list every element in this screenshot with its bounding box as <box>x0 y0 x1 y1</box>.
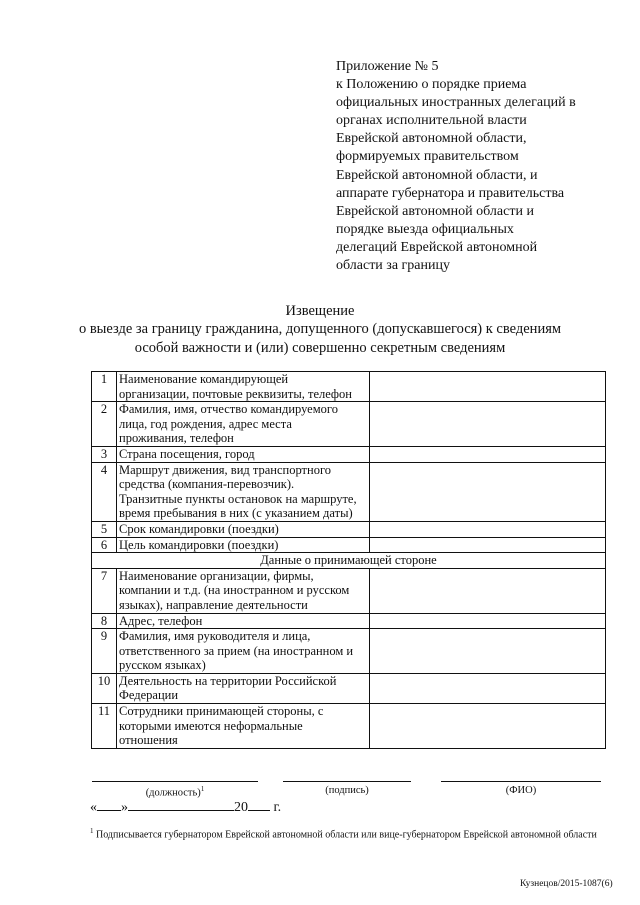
row-answer-field[interactable] <box>370 613 606 629</box>
document-title: Извещение <box>285 303 355 319</box>
appendix-line: к Положению о порядке приема <box>336 77 527 93</box>
footnote-mark: 1 <box>200 785 205 793</box>
row-label <box>117 446 370 462</box>
row-label-line: отношения <box>119 733 178 748</box>
document-reference: Кузнецов/2015-1087(6) <box>520 879 613 889</box>
row-number: 6 <box>92 537 117 553</box>
row-number: 9 <box>92 629 117 674</box>
footnote-text: Подписывается губернатором Еврейской автономной области или вице-губернатором Еврейской автономной области <box>96 829 597 841</box>
row-answer-field[interactable] <box>370 462 606 521</box>
row-label-line: организации, почтовые реквизиты, телефон <box>119 386 352 401</box>
table-row <box>92 673 606 703</box>
row-label-line: которыми имеются неформальные <box>119 718 303 733</box>
row-label-line: русском языках) <box>119 658 206 673</box>
row-label <box>117 568 370 613</box>
row-label-line: Наименование командирующей <box>119 372 289 386</box>
row-answer-field[interactable] <box>370 402 606 447</box>
position-caption: (должность)$^1$ <box>145 785 205 799</box>
table-row <box>92 462 606 521</box>
row-answer-field[interactable] <box>370 521 606 537</box>
close-quote: » <box>121 800 128 815</box>
row-label-line: время пребывания в них (с указанием даты) <box>119 506 353 521</box>
appendix-line: аппарате губернатора и правительства <box>336 185 565 201</box>
signature-line <box>283 781 411 782</box>
row-answer-field[interactable] <box>370 372 606 402</box>
row-label-line: Фамилия, имя, отчество командируемого <box>119 402 338 417</box>
row-number: 5 <box>92 521 117 537</box>
row-label-line: Адрес, телефон <box>119 613 203 628</box>
table-section-row <box>92 553 606 569</box>
row-label-line: лица, год рождения, адрес места <box>119 416 292 431</box>
row-number: 10 <box>92 673 117 703</box>
row-answer-field[interactable] <box>370 629 606 674</box>
row-label-line: средства (компания-перевозчик). <box>119 477 295 492</box>
row-label-line: Деятельность на территории Российской <box>119 673 337 688</box>
row-number: 4 <box>92 462 117 521</box>
row-answer-field[interactable] <box>370 537 606 553</box>
row-label-line: языках), направление деятельности <box>119 597 308 612</box>
row-number: 8 <box>92 613 117 629</box>
table-row <box>92 402 606 447</box>
year-suffix: г. <box>273 800 282 815</box>
year-prefix: 20 <box>234 800 248 815</box>
row-label <box>117 673 370 703</box>
row-label <box>117 704 370 749</box>
row-label <box>117 521 370 537</box>
table-row <box>92 568 606 613</box>
table-row <box>92 704 606 749</box>
row-label <box>117 613 370 629</box>
signature-caption: (подпись) <box>325 785 369 796</box>
row-label <box>117 537 370 553</box>
row-label <box>117 629 370 674</box>
row-answer-field[interactable] <box>370 446 606 462</box>
date-line <box>90 796 281 816</box>
open-quote: « <box>90 800 97 815</box>
table-row <box>92 372 606 402</box>
row-label-line: Сотрудники принимающей стороны, с <box>119 704 324 719</box>
row-label-line: Срок командировки (поездки) <box>119 521 279 536</box>
footnote-number: 1 <box>90 827 94 835</box>
row-label-line: Фамилия, имя руководителя и лица, <box>119 629 311 644</box>
row-label <box>117 372 370 402</box>
row-label <box>117 402 370 447</box>
table-row <box>92 537 606 553</box>
document-subtitle-line-1: о выезде за границу гражданина, допущенного (допускавшегося) к сведениям <box>78 321 562 337</box>
appendix-line: Еврейской автономной области, и <box>336 167 538 183</box>
row-label-line: Транзитные пункты остановок на маршруте, <box>119 491 357 506</box>
name-signature-line <box>441 781 601 782</box>
row-label-line: Страна посещения, город <box>119 446 255 461</box>
row-answer-field[interactable] <box>370 568 606 613</box>
day-blank <box>97 796 121 811</box>
appendix-line: Приложение № 5 <box>336 59 439 74</box>
row-label-line: проживания, телефон <box>119 431 234 446</box>
row-answer-field[interactable] <box>370 704 606 749</box>
table-row <box>92 613 606 629</box>
appendix-line: делегаций Еврейской автономной <box>336 239 538 255</box>
appendix-line: официальных иностранных делегаций в <box>336 95 576 111</box>
name-caption: (ФИО) <box>505 785 537 796</box>
row-label-line: Маршрут движения, вид транспортного <box>119 462 332 477</box>
appendix-line: области за границу <box>336 258 450 274</box>
row-label-line: компании и т.д. (на иностранном и русском <box>119 583 350 598</box>
row-number: 11 <box>92 704 117 749</box>
row-number: 1 <box>92 372 117 402</box>
row-label-line: Цель командировки (поездки) <box>119 537 279 552</box>
row-label-line: ответственного за прием (на иностранном и <box>119 643 354 658</box>
row-answer-field[interactable] <box>370 673 606 703</box>
appendix-line: порядке выезда официальных <box>336 221 514 237</box>
row-number: 7 <box>92 568 117 613</box>
row-number: 3 <box>92 446 117 462</box>
row-label-line: Наименование организации, фирмы, <box>119 568 314 583</box>
table-row <box>92 446 606 462</box>
appendix-line: Еврейской автономной области и <box>336 203 534 219</box>
row-number: 2 <box>92 402 117 447</box>
appendix-header <box>336 58 606 275</box>
position-signature-line <box>92 781 258 782</box>
appendix-line: Еврейской автономной области, <box>336 131 527 147</box>
year-blank <box>248 796 270 811</box>
appendix-line: органах исполнительной власти <box>336 113 527 129</box>
table-row <box>92 629 606 674</box>
section-heading: Данные о принимающей стороне <box>92 553 606 569</box>
table-row <box>92 521 606 537</box>
appendix-line: формируемых правительством <box>336 149 519 165</box>
notice-form-table <box>91 371 606 749</box>
footnote <box>90 825 608 841</box>
row-label-line: Федерации <box>119 688 179 703</box>
month-blank <box>128 796 234 811</box>
document-subtitle-line-2: особой важности и (или) совершенно секретным сведениям <box>134 340 506 356</box>
row-label <box>117 462 370 521</box>
